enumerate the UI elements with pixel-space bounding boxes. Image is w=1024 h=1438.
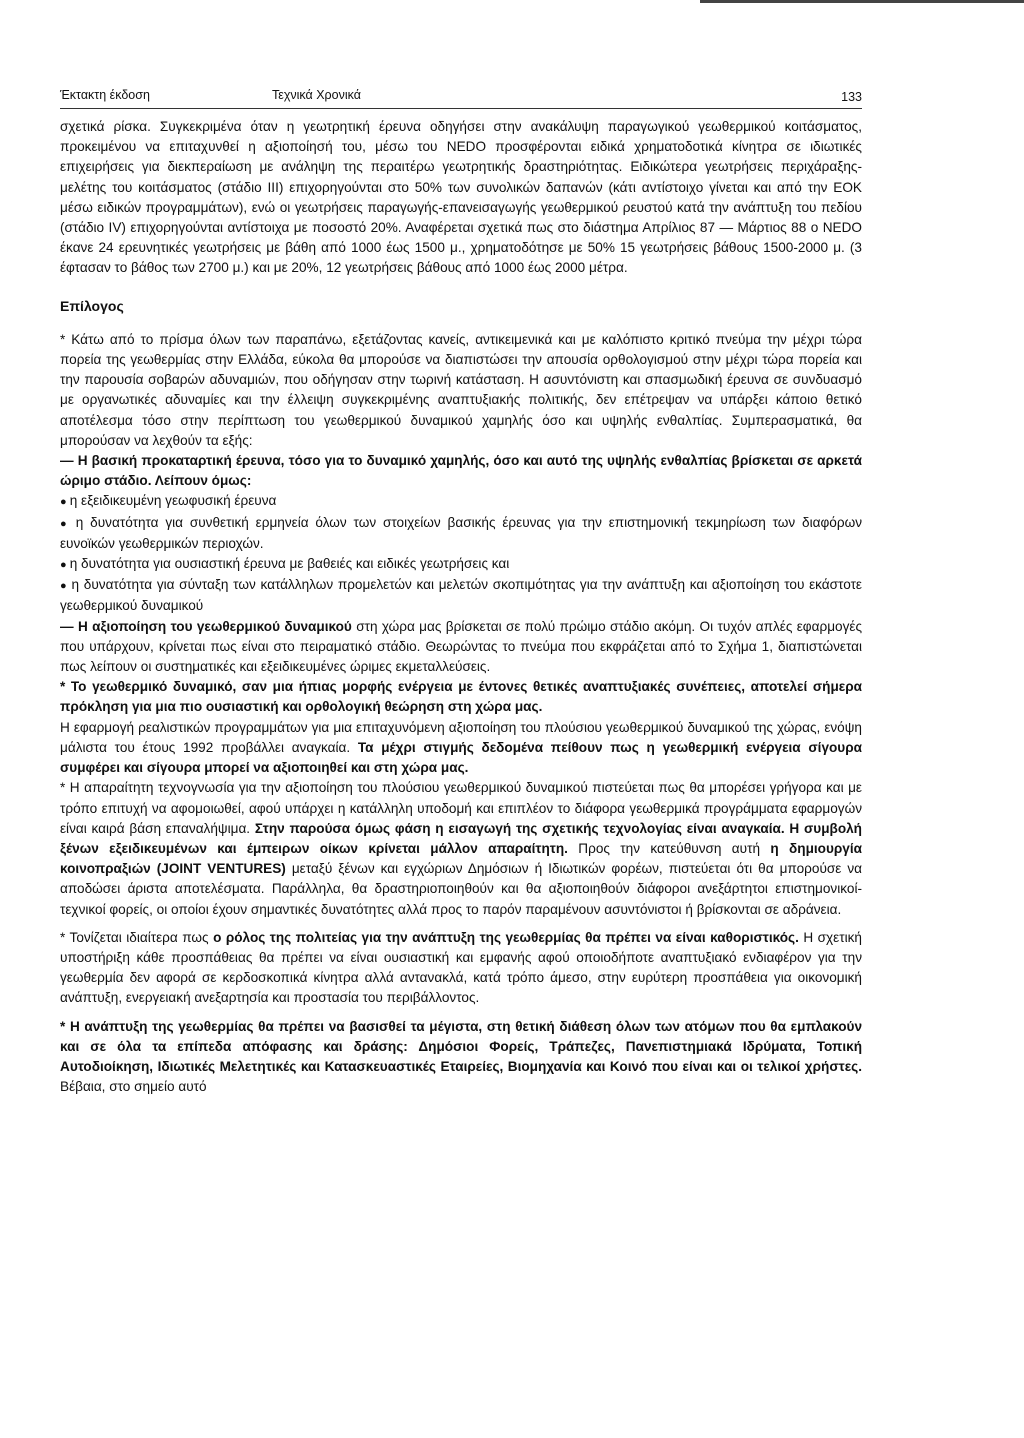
state-role-emphasis: ο ρόλος της πολιτείας για την ανάπτυξη της γεωθερμίας θα πρέπει να είναι καθοριστικός. <box>213 929 799 945</box>
basic-research-statement: — Η βασική προκαταρτική έρευνα, τόσο για το δυναμικό χαμηλής, όσο και αυτό της υψηλής ενθαλπίας βρίσκεται σε αρκετά ώριμο στάδιο. Λείπουν όμως: <box>60 453 862 489</box>
top-rule <box>700 0 1024 3</box>
state-role-lead: * Τονίζεται ιδιαίτερα πως <box>60 929 214 945</box>
list-item-text: η εξειδικευμένη γεωφυσική έρευνα <box>69 493 277 509</box>
page-number: 133 <box>841 90 862 104</box>
intro-paragraph: σχετικά ρίσκα. Συγκεκριμένα όταν η γεωτρητική έρευνα οδηγήσει στην ανακάλυψη παραγωγικού γεωθερμικού κοιτάσματος, προκειμένου να επιταχυνθεί η αξιοποίησή του, μέσω του NEDO προσφέρονται ειδικά χρηματοδοτικά κίνητρα σε ιδιωτικές επιχειρήσεις για διεκπεραίωση με ανάληψη της περαιτέρω γεωτρητικής δραστηριότητας. Ειδικώτερα γεωτρήσεις περιχάραξης-μελέτης του κοιτάσματος (στάδιο III) επιχορηγούνται στο 50% των συνολικών δαπανών (κάτι αντίστοιχο γίνεται και από την ΕΟΚ μέσω ειδικών προγραμμάτων), ενώ οι γεωτρήσεις παραγωγής-επανεισαγωγής γεωθερμικού ρευστού κατά την ανάπτυξη του πεδίου (στάδιο IV) επιχορηγούνται αντίστοιχα με ποσοστό 20%. Αναφέρεται σχετικά πως στο διάστημα Απρίλιος 87 — Μάρτιος 88 ο NEDO έκανε 24 ερευνητικές γεωτρήσεις με βάθη από 1000 έως 1500 μ., χρηματοδότησε με 50% 15 γεωτρήσεις βάθους 1500-2000 μ. (3 έφτασαν το βάθος των 2700 μ.) και με 20%, 12 γεωτρήσεις βάθους από 1000 έως 2000 μέτρα. <box>60 119 862 276</box>
edition-label: Έκτακτη έκδοση <box>60 88 150 102</box>
technology-direction: Προς την κατεύθυνση αυτή <box>567 840 771 856</box>
joint-ventures: η δημιουργία κοινοπραξιών (JOINT VENTURES) <box>60 840 863 877</box>
technology-import: Στην παρούσα όμως φάση η εισαγωγή της σχετικής τεχνολογίας είναι αναγκαία. Η συμβολή ξένων εξειδικευμένων και έμπειρων οίκων κρίνεται μάλλον απαραίτητη. <box>60 820 862 856</box>
page-header <box>60 86 862 109</box>
final-paragraph <box>60 1017 862 1098</box>
technology-rest: μεταξύ ξένων και εγχώριων Δημόσιων ή Ιδιωτικών φορέων, πιστεύεται ότι θα μπορούσε να αποδώσει άριστα αποτελέσματα. Παράλληλα, θα δραστηριοποιηθούν και θα αξιοποιηθούν διάφοροι ανεξάρτητοι επιστημονικοί-τεχνικοί φορείς, οι οποίοι έχουν σημαντικές δυνατότητες αλλά προς το παρόν παραμένουν ασυντόνιστοι ή βρίσκονται σε αδράνεια. <box>60 861 862 917</box>
exploitation-lead: — Η αξιοποίηση του γεωθερμικού δυναμικού <box>60 618 352 634</box>
technology-paragraph <box>60 778 862 919</box>
list-item <box>60 554 862 575</box>
technology-text: * Η απαραίτητη τεχνογνωσία για την αξιοποίηση του πλούσιου γεωθερμικού δυναμικού πιστεύεται πως θα μπορέσει γρήγορα και με τρόπο επιτυχή να αφομοιωθεί, αφού υπάρχει η κατάλληλη υποδομή και επιπλέον το διάφορα γεωθερμικά προγράμματα εφαρμογών είναι καιρά βάση επαναλήψιμα. <box>60 780 862 836</box>
journal-title: Τεχνικά Χρονικά <box>272 88 361 102</box>
state-role-paragraph <box>60 928 862 1009</box>
epilogue-paragraph-1: * Κάτω από το πρίσμα όλων των παραπάνω, εξετάζοντας κανείς, αντικειμενικά και με καλόπιστο κριτικό πνεύμα την μέχρι τώρα πορεία της γεωθερμίας στην Ελλάδα, εύκολα θα μπορούσε να διαπιστώσει την απουσία ορθολογισμού στην μέχρι τώρα πορεία και την παρουσία σοβαρών αδυναμιών, που οδήγησαν στην τωρινή κατάσταση. Η ασυντόνιστη και σπασμωδική έρευνα σε συνδυασμό με οργανωτικές αδυναμίες και την έλλειψη συγκεκριμένης αναπτυξιακής πολιτικής, δεν επέτρεψαν να υπάρξει κάποιο θετικό αποτέλεσμα τόσο στην περίπτωση του γεωθερμικού δυναμικού χαμηλής όσο και υψηλής ενθαλπίας. Συμπερασματικά, θα μπορούσαν να λεχθούν τα εξής: <box>60 331 862 448</box>
list-item <box>60 491 862 512</box>
list-item-text: η δυνατότητα για σύνταξη των κατάλληλων προμελετών και μελετών σκοπιμότητας για την ανάπτυξη και αξιοποίηση του εκάστοτε γεωθερμικού δυναμικού <box>60 577 862 614</box>
section-heading: Επίλογος <box>60 297 124 314</box>
list-item-text: η δυνατότητα για συνθετική ερμηνεία όλων των στοιχείων βασικής έρευνας για την επιστημονική τεκμηρίωση των διαφόρων ευνοϊκών γεωθερμικών περιοχών. <box>60 514 863 551</box>
list-item-text: η δυνατότητα για ουσιαστική έρευνα με βαθειές και ειδικές γεωτρήσεις και <box>69 556 510 572</box>
exploitation-paragraph <box>60 617 862 678</box>
programs-text: Η εφαρμογή ρεαλιστικών προγραμμάτων για μια επιταχυνόμενη αξιοποίηση του πλούσιου γεωθερμικού δυναμικού της χώρας, ενόψη μάλιστα του έτους 1992 προβάλλει αναγκαία. <box>60 719 862 755</box>
final-emphasis: * Η ανάπτυξη της γεωθερμίας θα πρέπει να βασισθεί τα μέγιστα, στη θετική διάθεση όλων των ατόμων που θα εμπλακούν και σε όλα τα επίπεδα απόφασης και δράσης: Δημόσιοι Φορείς, Τράπεζες, Πανεπιστημιακά Ιδρύματα, Τοπική Αυτοδιοίκηση, Ιδιωτικές Μελετητικές και Κατασκευαστικές Εταιρείες, Βιομηχανία και Κοινό που είναι και οι τελικοί χρήστες. <box>60 1018 862 1074</box>
final-text: Βέβαια, στο σημείο αυτό <box>60 1079 207 1095</box>
article-body <box>60 117 862 1097</box>
programs-paragraph <box>60 718 862 779</box>
challenge-statement: * Το γεωθερμικό δυναμικό, σαν μια ήπιας μορφής ενέργεια με έντονες θετικές αναπτυξιακές συνέπειες, αποτελεί σήμερα πρόκληση για μια πιο ουσιαστική και ορθολογική θεώρηση στη χώρα μας. <box>60 679 862 715</box>
state-role-text: Η σχετική υποστήριξη κάθε προσπάθειας θα πρέπει να είναι ουσιαστική και εμφανής αφού οποιοδήποτε αναπτυξιακό ενδιαφέρον για την γεωθερμία δεν αφορά σε κερδοσκοπικά κίνητρα αλλά αντανακλά, κατά τρόπο άμεσο, στην ευρύτερη προσπάθεια για οικονομική ανάπτυξη, ενεργειακή ανεξαρτησία και προστασία του περιβάλλοντος. <box>60 929 862 1006</box>
list-item <box>60 513 862 554</box>
programs-conclusion: Τα μέχρι στιγμής δεδομένα πείθουν πως η γεωθερμική ενέργεια σίγουρα συμφέρει και σίγουρα μπορεί να αξιοποιηθεί και στη χώρα μας. <box>60 739 862 776</box>
exploitation-text: στη χώρα μας βρίσκεται σε πολύ πρώιμο στάδιο ακόμη. Οι τυχόν απλές εφαρμογές που υπάρχουν, κρίνεται πως είναι στο πειραματικό στάδιο. Θεωρώντας το πνεύμα που εκφράζεται από το Σχήμα 1, διαπιστώνεται πως λείπουν οι συστηματικές και εξειδικευμένες ώριμες εκμεταλλεύσεις. <box>60 618 862 675</box>
list-item <box>60 575 862 616</box>
